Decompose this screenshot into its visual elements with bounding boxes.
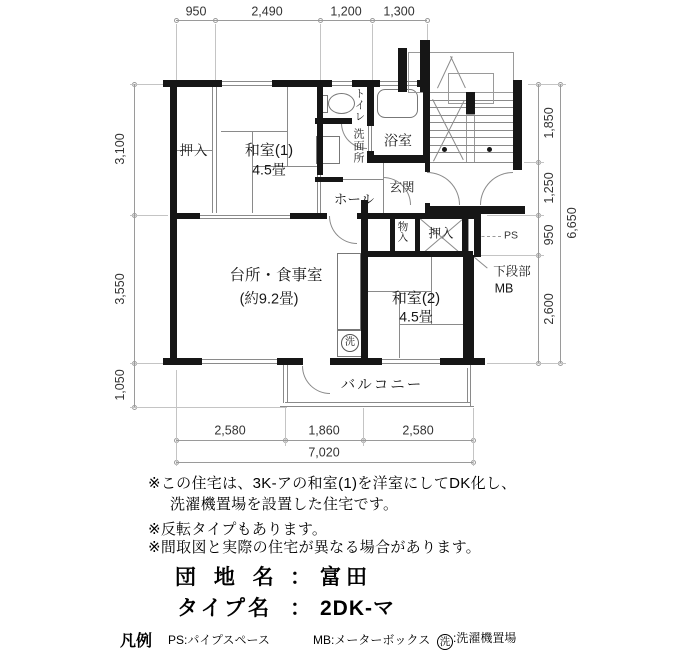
window-line [332, 85, 352, 86]
wall-segment [425, 206, 525, 214]
wall-segment [315, 177, 343, 182]
extension-line [320, 24, 321, 85]
label-lower-mb-1: 下段部 [493, 264, 531, 279]
label-washroom: 洗面所 [352, 128, 364, 164]
wall-segment [363, 251, 473, 257]
legend-laundry [437, 629, 516, 650]
wall-segment [440, 358, 485, 365]
type-name-value: 2DK-マ [320, 597, 396, 620]
label-hall: ホール [333, 191, 375, 207]
bathtub [377, 89, 418, 118]
balcony-line [280, 406, 474, 407]
extension-line [473, 408, 474, 466]
window-line [332, 81, 352, 82]
estate-name-value: 富田 [320, 566, 372, 589]
washing-machine-circle: 洗 [341, 334, 359, 352]
label-toilet: トイレ [353, 88, 366, 123]
partition-line [200, 218, 290, 219]
stair-tread [430, 130, 513, 131]
dim-right-total: 6,650 [565, 207, 579, 239]
wall-segment [417, 80, 430, 87]
label-kitchen-size: (約9.2畳) [239, 291, 299, 308]
type-name-label: タイプ名 [177, 597, 272, 620]
legend-heading: 凡例 [120, 633, 153, 650]
wall-segment [513, 80, 522, 170]
label-storage: 物入 [396, 221, 409, 242]
extension-line [372, 24, 373, 80]
dim-right-3: 950 [542, 224, 556, 246]
wall-segment [425, 163, 430, 172]
wall-segment [367, 155, 430, 163]
dim-bottom-total: 7,020 [308, 445, 340, 460]
window-line [222, 81, 272, 82]
label-washitsu2: 和室(2) [391, 290, 441, 308]
stair-tread [430, 137, 513, 138]
dimension-line [538, 84, 539, 363]
dim-top-1: 950 [185, 4, 207, 19]
dimension-line [176, 462, 473, 463]
dim-bottom-3: 2,580 [402, 423, 434, 438]
wall-segment [317, 80, 323, 175]
wall-segment [474, 213, 481, 257]
window-line [382, 363, 440, 364]
legend-laundry-text: :洗濯機置場 [453, 631, 517, 645]
wall-segment [398, 48, 407, 92]
wall-segment [463, 255, 474, 365]
note-line-2: 洗濯機置場を設置した住宅です。 [170, 496, 399, 513]
balcony-line [467, 368, 468, 402]
estate-name-separator: ： [290, 566, 311, 589]
dim-bottom-1: 2,580 [214, 423, 246, 438]
type-name-separator: ： [290, 597, 311, 620]
dim-right-4: 2,600 [542, 293, 556, 325]
extension-line [130, 215, 168, 216]
partition-line [216, 87, 217, 213]
kitchen-counter [337, 253, 361, 330]
window-line [202, 363, 277, 364]
wall-segment [277, 358, 303, 365]
wall-segment [170, 80, 177, 365]
laundry-circle-icon: 洗 [437, 634, 453, 650]
extension-line [176, 24, 177, 80]
wall-segment [361, 219, 368, 358]
wall-segment [163, 358, 202, 365]
dim-left-2: 3,550 [113, 273, 127, 305]
label-ps: PS [503, 229, 519, 242]
extension-line [481, 255, 544, 256]
note-line-3: ※反転タイプもあります。 [148, 521, 328, 538]
dimension-line [560, 84, 561, 363]
legend-ps: PS:パイプスペース [168, 633, 270, 647]
legend-mb: MB:メーターボックス [313, 633, 431, 647]
wall-segment [390, 216, 395, 256]
stair-tread [430, 152, 513, 153]
dim-top-2: 2,490 [251, 4, 283, 19]
dim-right-2: 1,250 [542, 172, 556, 204]
partition-line [368, 126, 369, 151]
extension-line [487, 215, 544, 216]
label-washitsu1-size: 4.5畳 [252, 161, 286, 178]
stair-tread [430, 162, 513, 163]
entrance-door-arc [427, 172, 460, 205]
partition-line [371, 126, 372, 151]
stair-tread [430, 122, 513, 123]
partition-line [200, 215, 290, 216]
balcony-line [287, 365, 288, 403]
tatami-line [221, 131, 287, 132]
label-kitchen: 台所・食事室 [229, 266, 323, 284]
stair-tread [430, 145, 513, 146]
label-balcony: バルコニー [340, 377, 424, 394]
dim-bottom-2: 1,860 [308, 423, 340, 438]
wall-segment [352, 80, 380, 87]
note-line-1: ※この住宅は、3K-アの和室(1)を洋室にしてDK化し、 [148, 475, 517, 492]
dimension-line [134, 84, 135, 407]
window-line [202, 359, 277, 360]
toilet-bowl [328, 93, 355, 114]
estate-name-label: 団 地 名 [175, 566, 280, 589]
label-lower-mb-2: MB [494, 281, 514, 296]
window-line [382, 359, 440, 360]
stair-tread [430, 115, 513, 116]
balcony-door-arc [302, 366, 330, 394]
wall-segment [290, 213, 327, 219]
dim-top-4: 1,300 [383, 4, 415, 19]
extension-line [524, 162, 544, 163]
dim-left-1: 3,100 [113, 133, 127, 165]
balcony-line [285, 402, 470, 403]
label-washitsu2-size: 4.5畳 [399, 308, 433, 325]
wall-segment [163, 80, 222, 87]
dim-left-3: 1,050 [113, 369, 127, 401]
label-bath: 浴室 [384, 132, 412, 149]
label-entrance: 玄関 [389, 180, 415, 195]
extension-line [176, 370, 177, 466]
dim-top-3: 1,200 [330, 4, 362, 19]
dimension-line [176, 20, 427, 21]
extension-line [487, 363, 566, 364]
partition-line [212, 87, 213, 213]
balcony-line [283, 365, 284, 403]
wall-segment [423, 80, 430, 155]
dim-right-1: 1,850 [542, 107, 556, 139]
note-line-4: ※間取図と実際の住宅が異なる場合があります。 [148, 539, 481, 556]
dimension-line [176, 440, 473, 441]
wall-segment [272, 80, 332, 87]
label-closet2: 押入 [428, 226, 454, 241]
balcony-line [470, 365, 471, 406]
wall-segment [367, 151, 374, 163]
extension-line [215, 24, 216, 80]
partition-line [383, 163, 384, 213]
wall-segment [330, 358, 382, 365]
neighbor-door-arc [480, 172, 513, 205]
label-closet1: 押入 [179, 142, 209, 158]
label-washitsu1: 和室(1) [244, 142, 294, 160]
wall-segment [425, 203, 430, 219]
extension-line [130, 407, 287, 408]
kitchen-door-arc [329, 216, 357, 244]
wall-segment [466, 92, 475, 114]
wall-segment [415, 216, 420, 256]
window-line [222, 85, 272, 86]
